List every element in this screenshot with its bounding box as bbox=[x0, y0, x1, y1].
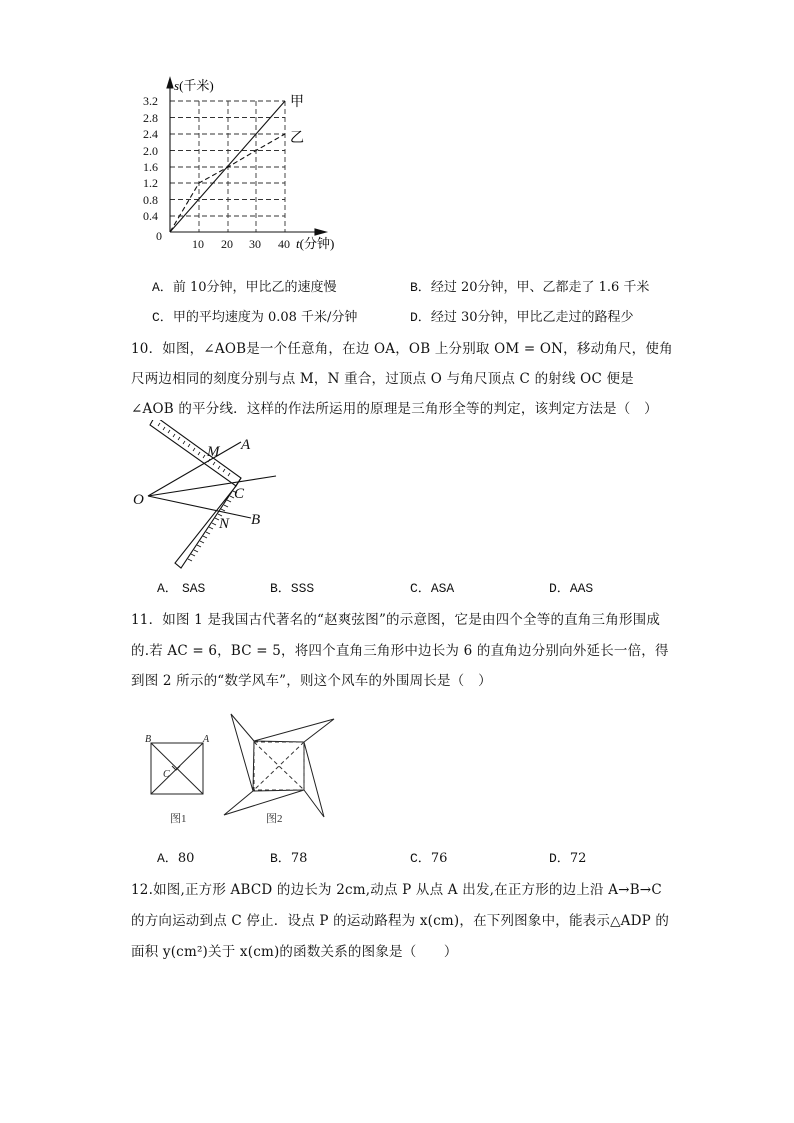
q10-option-a[interactable]: A． SAS bbox=[157, 581, 206, 596]
fig1-label-b: B bbox=[145, 734, 152, 745]
legend-jia: 甲 bbox=[290, 95, 304, 110]
q10-text-line-3: ∠AOB 的平分线．这样的作法所运用的原理是三角形全等的判定，该判定方法是（ ） bbox=[131, 401, 658, 417]
q11-text-line-3: 到图 2 所示的“数学风车”，则这个风车的外围周长是（ ） bbox=[131, 673, 492, 689]
q11-option-a[interactable]: A．80 bbox=[157, 851, 195, 866]
q11-text-line-2: 的.若 AC = 6，BC = 5，将四个直角三角形中边长为 6 的直角边分别向外延长一倍，得 bbox=[131, 643, 669, 659]
y-axis-label: s(千米) bbox=[174, 78, 214, 93]
x-axis-label: t(分钟) bbox=[296, 236, 335, 251]
q10-option-b[interactable]: B．SSS bbox=[270, 581, 315, 596]
label-b: B bbox=[251, 512, 261, 528]
q9-option-a[interactable]: A．前 10分钟，甲比乙的速度慢 bbox=[152, 280, 337, 295]
ray-oa bbox=[148, 442, 241, 496]
figure-2-windmill bbox=[224, 714, 334, 817]
origin-label: 0 bbox=[156, 229, 162, 243]
q9-option-c[interactable]: C．甲的平均速度为 0.08 千米/分钟 bbox=[152, 310, 358, 325]
angle-ruler-figure bbox=[125, 420, 295, 570]
y-tick: 0.8 bbox=[143, 193, 158, 207]
label-c: C bbox=[234, 486, 245, 502]
distance-time-chart bbox=[140, 75, 350, 255]
q9-option-b[interactable]: B．经过 20分钟，甲、乙都走了 1.6 千米 bbox=[410, 280, 650, 295]
ruler-arm-1 bbox=[150, 420, 241, 486]
y-tick: 1.2 bbox=[143, 176, 158, 190]
ray-oc bbox=[148, 476, 276, 496]
q12-text-line-2: 的方向运动到点 C 停止．设点 P 的运动路程为 x(cm)，在下列图象中，能表示△ADP 的 bbox=[131, 913, 670, 929]
fig1-caption: 图1 bbox=[170, 813, 187, 825]
x-tick: 10 bbox=[192, 237, 204, 251]
q11-option-c[interactable]: C．76 bbox=[410, 851, 448, 866]
q11-option-b[interactable]: B．78 bbox=[270, 851, 308, 866]
x-tick: 40 bbox=[278, 237, 290, 251]
x-tick: 20 bbox=[221, 237, 233, 251]
figure-1-square bbox=[151, 743, 203, 794]
y-tick: 0.4 bbox=[143, 209, 158, 223]
series-jia-line bbox=[170, 101, 285, 232]
y-tick: 1.6 bbox=[143, 160, 158, 174]
q12-text-line-3: 面积 y(cm²)关于 x(cm)的函数关系的图象是（ ） bbox=[131, 944, 458, 960]
y-tick: 2.8 bbox=[143, 111, 158, 125]
q10-option-d[interactable]: D．AAS bbox=[549, 581, 594, 596]
x-tick: 30 bbox=[249, 237, 261, 251]
label-o: O bbox=[133, 492, 144, 508]
q11-text-line-1: 11．如图 1 是我国古代著名的“赵爽弦图”的示意图，它是由四个全等的直角三角形围成 bbox=[131, 612, 661, 628]
y-tick: 3.2 bbox=[143, 94, 158, 108]
y-tick: 2.4 bbox=[143, 127, 158, 141]
q10-text-line-1: 10．如图，∠AOB是一个任意角，在边 OA，OB 上分别取 OM = ON，移动角尺，使角 bbox=[131, 341, 673, 357]
q9-option-d[interactable]: D．经过 30分钟，甲比乙走过的路程少 bbox=[410, 310, 634, 325]
label-m: M bbox=[207, 444, 220, 460]
zhao-shuang-figures bbox=[135, 700, 360, 840]
q10-option-c[interactable]: C．ASA bbox=[410, 581, 455, 596]
ruler-arm-2 bbox=[175, 478, 241, 568]
q12-text-line-1: 12.如图,正方形 ABCD 的边长为 2cm,动点 P 从点 A 出发,在正方形的边上沿 A→B→C bbox=[131, 882, 662, 898]
legend-yi: 乙 bbox=[290, 131, 304, 146]
y-tick: 2.0 bbox=[143, 144, 158, 158]
q11-option-d[interactable]: D．72 bbox=[549, 851, 587, 866]
fig1-label-a: A bbox=[203, 734, 210, 745]
q10-text-line-2: 尺两边相同的刻度分别与点 M，N 重合，过顶点 O 与角尺顶点 C 的射线 OC 便是 bbox=[131, 371, 634, 387]
fig2-caption: 图2 bbox=[266, 813, 283, 825]
label-a: A bbox=[241, 437, 251, 453]
label-n: N bbox=[219, 516, 230, 532]
fig1-label-c: C bbox=[163, 769, 170, 780]
ruler-ticks bbox=[158, 423, 237, 561]
